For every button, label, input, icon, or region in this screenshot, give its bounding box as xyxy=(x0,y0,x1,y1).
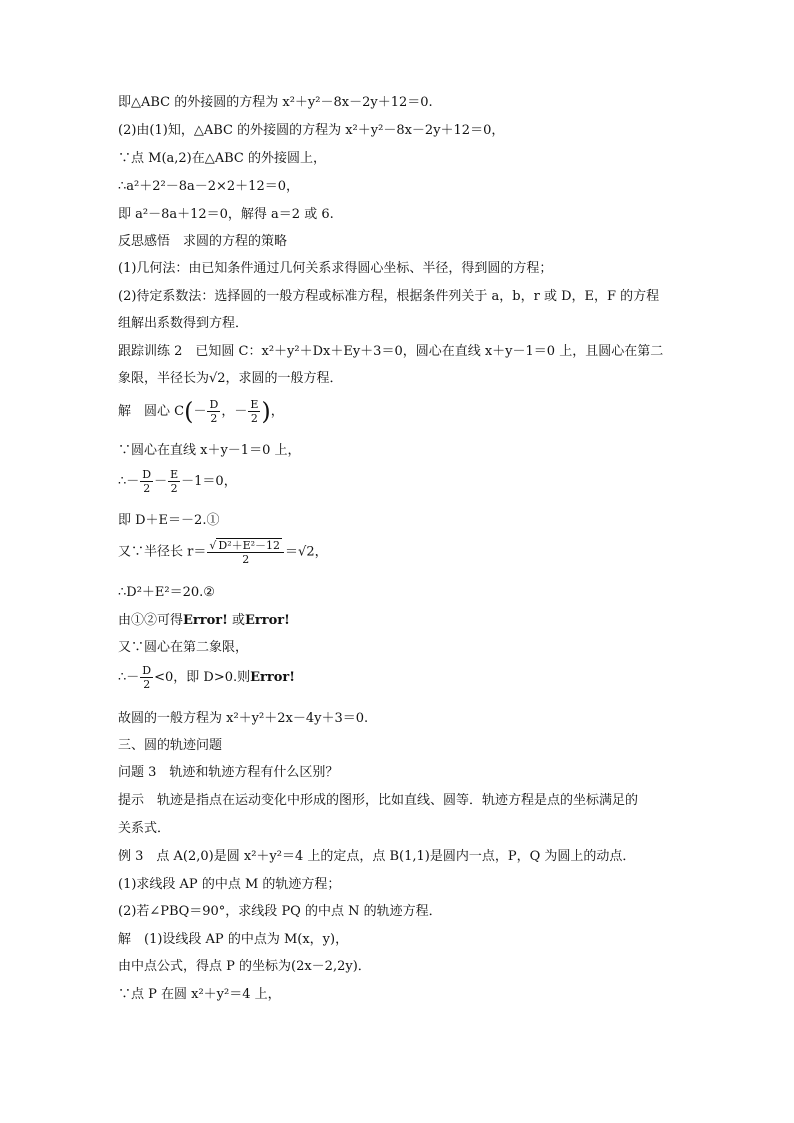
fraction-numerator: E xyxy=(250,398,259,411)
text-line: 即△ABC 的外接圆的方程为 x²＋y²－8x－2y＋12＝0. xyxy=(118,95,433,110)
fraction-numerator xyxy=(207,538,284,553)
text-line: (1)求线段 AP 的中点 M 的轨迹方程； xyxy=(118,877,341,892)
text-fragment: 由①②可得 xyxy=(118,613,184,628)
text-fragment: －1＝0， xyxy=(181,474,237,489)
fraction xyxy=(168,468,180,495)
text-fragment: － xyxy=(154,474,168,489)
solution-equation-line xyxy=(118,468,678,502)
text-fragment: ，－ xyxy=(221,404,248,419)
text-line: 组解出系数得到方程． xyxy=(118,316,249,331)
text-line: ∵点 M(a,2)在△ABC 的外接圆上， xyxy=(118,151,327,166)
fraction-denominator: 2 xyxy=(250,412,258,425)
example-heading: 例 3 点 A(2,0)是圆 x²＋y²＝4 上的定点，点 B(1,1)是圆内一点，P，Q 为圆上的动点． xyxy=(118,849,636,864)
text-fragment: ∴－ xyxy=(118,670,140,685)
section-heading: 反思感悟 求圆的方程的策略 xyxy=(118,234,288,249)
fraction-numerator: D xyxy=(142,664,152,677)
text-line: 象限，半径长为√2，求圆的一般方程． xyxy=(118,371,343,386)
text-line: (2)待定系数法：选择圆的一般方程或标准方程，根据条件列关于 a，b，r 或 D，E，F 的方程 xyxy=(118,289,660,304)
fraction xyxy=(207,398,220,425)
text-line: ∵圆心在直线 x＋y－1＝0 上， xyxy=(118,443,301,458)
text-fragment: 解 圆心 C xyxy=(118,404,185,419)
error-field: Error! xyxy=(245,613,290,628)
error-field: Error! xyxy=(183,613,228,628)
text-line: 故圆的一般方程为 x²＋y²＋2x－4y＋3＝0. xyxy=(118,711,369,726)
fraction-denominator: 2 xyxy=(143,482,151,495)
paren-close: ) xyxy=(261,397,271,426)
fraction xyxy=(140,664,153,691)
exercise-heading: 跟踪训练 2 已知圆 C：x²＋y²＋Dx＋Ey＋3＝0，圆心在直线 x＋y－1＝0 上，且圆心在第二 xyxy=(118,344,664,359)
radicand: D²＋E²－12 xyxy=(218,538,281,552)
fraction xyxy=(248,398,260,425)
fraction-denominator: 2 xyxy=(242,552,250,566)
text-line: 即 a²－8a＋12＝0，解得 a＝2 或 6. xyxy=(118,207,334,222)
error-field: Error! xyxy=(250,670,295,685)
text-fragment: ∴－ xyxy=(118,474,140,489)
solution-radius-line xyxy=(118,538,678,574)
fraction-numerator: D xyxy=(209,398,219,411)
text-fragment: <0，即 D>0.则 xyxy=(154,670,251,685)
solution-center-line xyxy=(118,398,678,432)
text-fragment: ＝√2， xyxy=(285,544,328,560)
text-line: (1)几何法：由已知条件通过几何关系求得圆心坐标、半径，得到圆的方程； xyxy=(118,261,553,276)
text-line: ∴a²＋2²－8a－2×2＋12＝0， xyxy=(118,179,299,194)
paren-open: ( xyxy=(184,397,194,426)
fraction xyxy=(140,468,153,495)
section-heading: 三、圆的轨迹问题 xyxy=(118,738,223,753)
text-line: 由中点公式，得点 P 的坐标为(2x－2,2y)． xyxy=(118,959,371,974)
text-line: 解 (1)设线段 AP 的中点为 M(x，y)， xyxy=(118,932,349,947)
text-fragment: ， xyxy=(270,404,284,419)
text-line: 关系式． xyxy=(118,821,171,836)
fraction-numerator: D xyxy=(142,468,152,481)
fraction xyxy=(207,538,284,566)
text-line: 即 D＋E＝－2.① xyxy=(118,513,220,528)
text-fragment: 或 xyxy=(227,613,245,628)
fraction-numerator: E xyxy=(170,468,179,481)
solution-sign-line xyxy=(118,664,678,698)
text-line: 提示 轨迹是指点在运动变化中形成的图形，比如直线、圆等．轨迹方程是点的坐标满足的 xyxy=(118,793,639,808)
sqrt-symbol: √ D²＋E²－12 xyxy=(209,538,281,552)
text-line: (2)若∠PBQ＝90°，求线段 PQ 的中点 N 的轨迹方程． xyxy=(118,904,442,919)
minus-sign: － xyxy=(193,404,207,419)
text-fragment: 又∵半径长 r＝ xyxy=(118,544,207,560)
question-heading: 问题 3 轨迹和轨迹方程有什么区别？ xyxy=(118,765,339,780)
text-line: ∵点 P 在圆 x²＋y²＝4 上， xyxy=(118,987,281,1002)
text-line: 又∵圆心在第二象限， xyxy=(118,640,249,655)
text-line: (2)由(1)知，△ABC 的外接圆的方程为 x²＋y²－8x－2y＋12＝0， xyxy=(118,123,505,138)
fraction-denominator: 2 xyxy=(210,412,218,425)
solution-result-line xyxy=(118,612,678,630)
fraction-denominator: 2 xyxy=(170,482,178,495)
text-line: ∴D²＋E²＝20.② xyxy=(118,585,215,600)
fraction-denominator: 2 xyxy=(143,678,151,691)
